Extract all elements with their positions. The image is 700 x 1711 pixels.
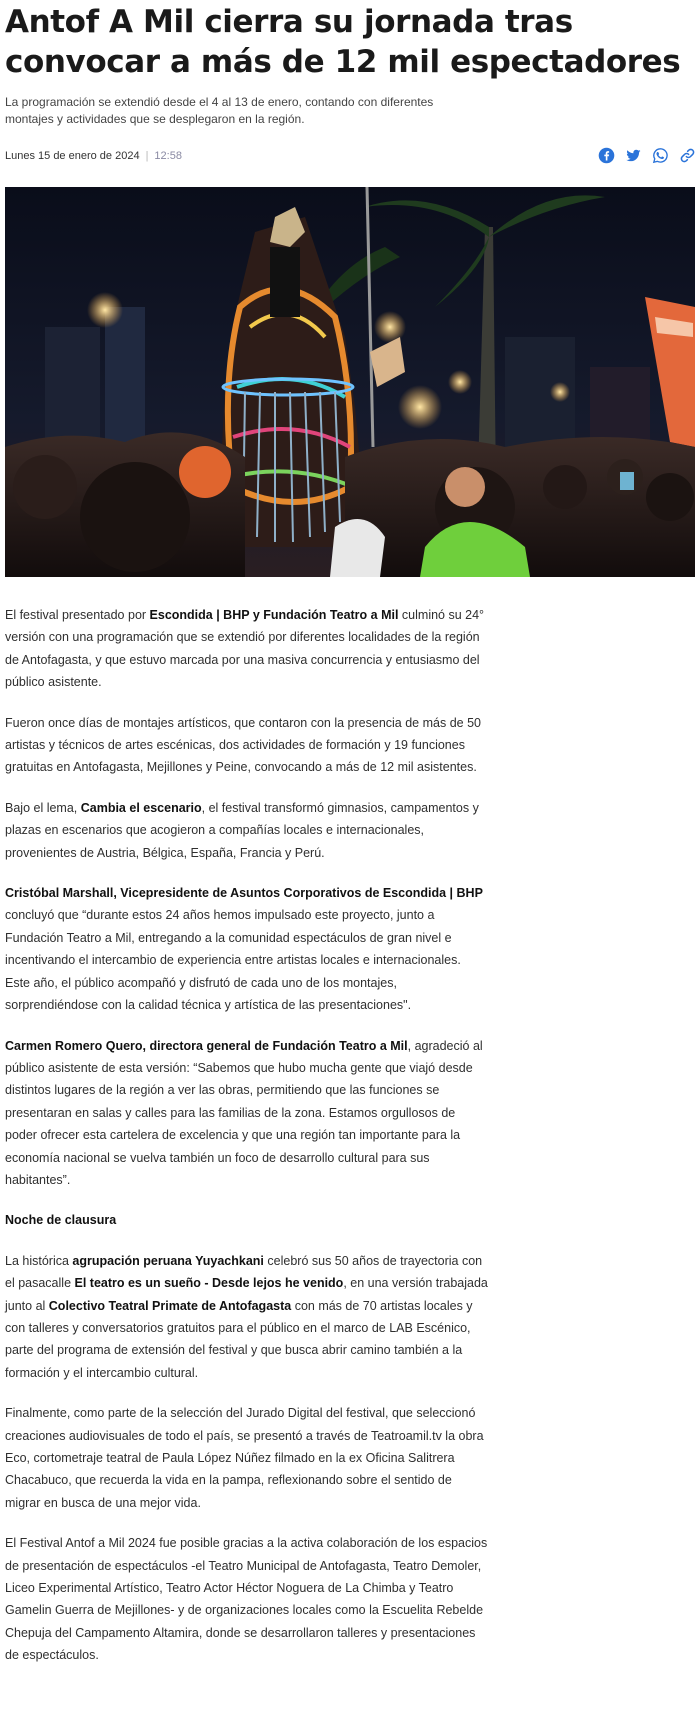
whatsapp-icon[interactable] [652, 147, 669, 164]
article-title: Antof A Mil cierra su jornada tras convocar a más de 12 mil espectadores [5, 4, 681, 80]
body-paragraph: El Festival Antof a Mil 2024 fue posible gracias a la activa colaboración de los espacios de presentación de espectáculos -el Teatro Municipal de Antofagasta, Teatro Demoler, Liceo Experimental Artístico, Teatro Actor Héctor Noguera de La Chimba y Teatro Gamelin Guerra de Mejillones- y de organizaciones locales como la Escuelita Rebelde Chepuja del Campamento Altamira, donde se desarrollaron talleres y presentaciones de espectáculos. [5, 1536, 488, 1663]
body-paragraph: El festival presentado por Escondida | BHP y Fundación Teatro a Mil culminó su 24° versión con una programación que se extendió por diferentes localidades de la región de Antofagasta, y que estuvo marcada por una masiva concurrencia y entusiasmo del público asistente. [5, 608, 485, 690]
meta-separator: | [145, 150, 149, 162]
article-lede: La programación se extendió desde el 4 al 13 de enero, contando con diferentes montajes y actividades que se desplegaron en la región. [5, 95, 434, 126]
body-paragraph: La histórica agrupación peruana Yuyachkani celebró sus 50 años de trayectoria con el pasacalle El teatro es un sueño - Desde lejos he venido, en una versión trabajada junto al Colectivo Teatral Primate de Antofagasta con más de 70 artistas locales y con talleres y conversatorios gratuitos para el público en el marco de LAB Escénico, parte del programa de extensión del festival y que busca abrir camino también a la formación y el intercambio cultural. [5, 1253, 488, 1380]
body-paragraph: Bajo el lema, Cambia el escenario, el festival transformó gimnasios, campamentos y plazas en escenarios que acogieron a compañías locales e internacionales, provenientes de Austria, Bélgica, España, Francia y Perú. [5, 800, 479, 860]
body-paragraph: Carmen Romero Quero, directora general de Fundación Teatro a Mil, agradeció al público asistente de esta versión: “Sabemos que hubo mucha gente que viajó desde distintos lugares de la región a ver las obras, permitiendo que las funciones se presentaran en salas y calles para las familias de la zona. Estamos orgullosos de poder ofrecer esta cartelera de excelencia y que una región tan importante para la economía nacional se vuelva también un foco de desarrollo cultural para sus habitantes”. [5, 1038, 483, 1187]
body-paragraph: Cristóbal Marshall, Vicepresidente de Asuntos Corporativos de Escondida | BHP concluyó que “durante estos 24 años hemos impulsado este proyecto, junto a Fundación Teatro a Mil, entregando a la comunidad espectáculos de gran nivel e incentivando el intercambio de experiencia entre artistas locales e internacionales. Este año, el público acompañó y disfrutó de cada uno de los montajes, sorprendiéndose con la calidad técnica y artística de las presentaciones". [5, 886, 483, 1013]
article-body [5, 604, 489, 1685]
facebook-icon[interactable] [598, 147, 615, 164]
festival-night-photo [5, 187, 695, 577]
body-paragraph: Finalmente, como parte de la selección del Jurado Digital del festival, que seleccionó creaciones audiovisuales de todo el país, se presentó a través de Teatroamil.tv la obra Eco, cortometraje teatral de Paula López Núñez filmado en la ex Oficina Salitrera Chacabuco, que recuerda la vida en la pampa, reflexionando sobre el sentido de migrar en busca de una mejor vida. [5, 1406, 484, 1510]
twitter-icon[interactable] [625, 147, 642, 164]
article-meta [5, 150, 182, 162]
publish-time: 12:58 [154, 150, 182, 162]
body-paragraph: Fueron once días de montajes artísticos, que contaron con la presencia de más de 50 artistas y técnicos de artes escénicas, dos actividades de formación y 19 funciones gratuitas en Antofagasta, Mejillones y Peine, convocando a más de 12 mil asistentes. [5, 715, 481, 775]
share-bar [598, 147, 696, 164]
publish-date: Lunes 15 de enero de 2024 [5, 150, 140, 162]
hero-photo [5, 187, 695, 577]
section-subheading: Noche de clausura [5, 1213, 117, 1228]
link-icon[interactable] [679, 147, 696, 164]
